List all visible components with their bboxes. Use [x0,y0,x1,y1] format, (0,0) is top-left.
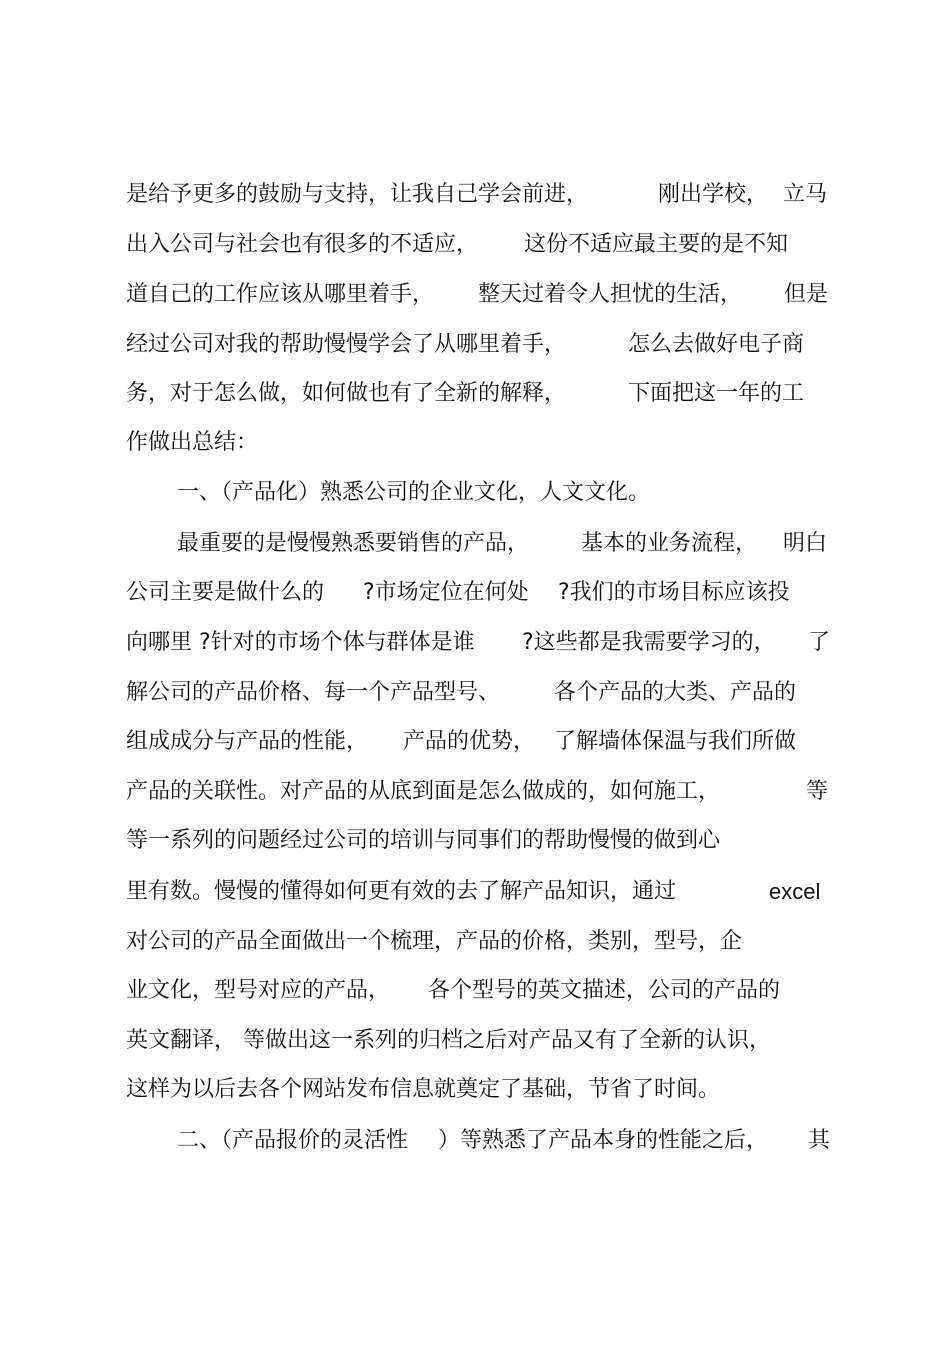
text-line [126,524,831,564]
text-segment: 解公司的产品价格、每一个产品型号、 [126,680,501,705]
text-line [126,623,831,663]
text-line [126,1021,831,1061]
text-segment: 里有数。慢慢的懂得如何更有效的去了解产品知识，通过 [126,879,677,904]
text-line [126,722,831,762]
text-line [126,673,831,713]
text-segment: 了解墙体保温与我们所做 [554,729,797,754]
text-segment: 英文翻译， 等做出这一系列的归档之后对产品又有了全新的认识， [126,1028,771,1053]
text-segment: 各个型号的英文描述，公司的产品的 [428,978,781,1003]
text-segment: 组成成分与产品的性能， [126,729,369,754]
text-segment: 这样为以后去各个网站发布信息就奠定了基础，节省了时间。 [126,1077,721,1102]
text-segment: 经过公司对我的帮助慢慢学会了从哪里着手， [126,332,567,357]
text-segment: 出入公司与社会也有很多的不适应， [126,232,479,257]
text-segment: 了 [808,630,831,655]
text-segment: 作做出总结： [126,430,259,455]
section-heading [126,473,831,513]
text-segment: 一、（产品化）熟悉公司的企业文化，人文文化。 [177,480,651,505]
text-segment: 整天过着令人担忧的生活， [478,282,743,307]
text-segment: 最重要的是慢慢熟悉要销售的产品， [177,531,530,556]
text-line [126,423,831,463]
text-line [126,175,831,215]
text-segment: 二、（产品报价的灵活性 [177,1128,409,1153]
text-segment: ）等熟悉了产品本身的性能之后， [438,1128,769,1153]
text-segment: 对公司的产品全面做出一个梳理，产品的价格，类别，型号，企 [126,929,743,954]
section-heading [126,1121,831,1161]
text-line [126,971,831,1011]
text-line [126,225,831,265]
text-segment: 向哪里 ?针对的市场个体与群体是谁 [126,630,475,655]
text-segment: 产品的关联性。对产品的从底到面是怎么做成的，如何施工， [126,779,721,804]
text-segment: 产品的优势， [403,729,536,754]
text-line [126,922,831,962]
text-line [126,872,831,912]
text-segment: 等 [806,779,829,804]
text-segment: 这份不适应最主要的是不知 [524,232,789,257]
text-segment: 下面把这一年的工 [628,381,805,406]
text-segment: excel [769,879,821,904]
text-segment: 是给予更多的鼓励与支持，让我自己学会前进， [126,182,589,207]
text-line [126,374,831,414]
text-line [126,821,831,861]
text-segment: 基本的业务流程， [581,531,758,556]
text-segment: 刚出学校， [658,182,769,207]
text-segment: 等一系列的问题经过公司的培训与同事们的帮助慢慢的做到心 [126,828,721,853]
text-segment: 公司主要是做什么的 [126,580,325,605]
text-line [126,275,831,315]
text-segment: ?这些都是我需要学习的， [522,630,776,655]
text-line [126,1070,831,1110]
text-segment: 道自己的工作应该从哪里着手， [126,282,435,307]
text-line [126,573,831,613]
text-segment: 但是 [784,282,829,307]
text-segment: 怎么去做好电子商 [628,332,805,357]
text-segment: 立马 [783,182,828,207]
text-segment: 明白 [783,531,828,556]
text-segment: ?我们的市场目标应该投 [558,580,790,605]
text-line [126,772,831,812]
text-segment: ?市场定位在何处 [363,580,529,605]
text-segment: 业文化，型号对应的产品， [126,978,391,1003]
text-segment: 其 [808,1128,831,1153]
text-segment: 务，对于怎么做，如何做也有了全新的解释， [126,381,567,406]
text-line [126,325,831,365]
text-segment: 各个产品的大类、产品的 [554,680,797,705]
